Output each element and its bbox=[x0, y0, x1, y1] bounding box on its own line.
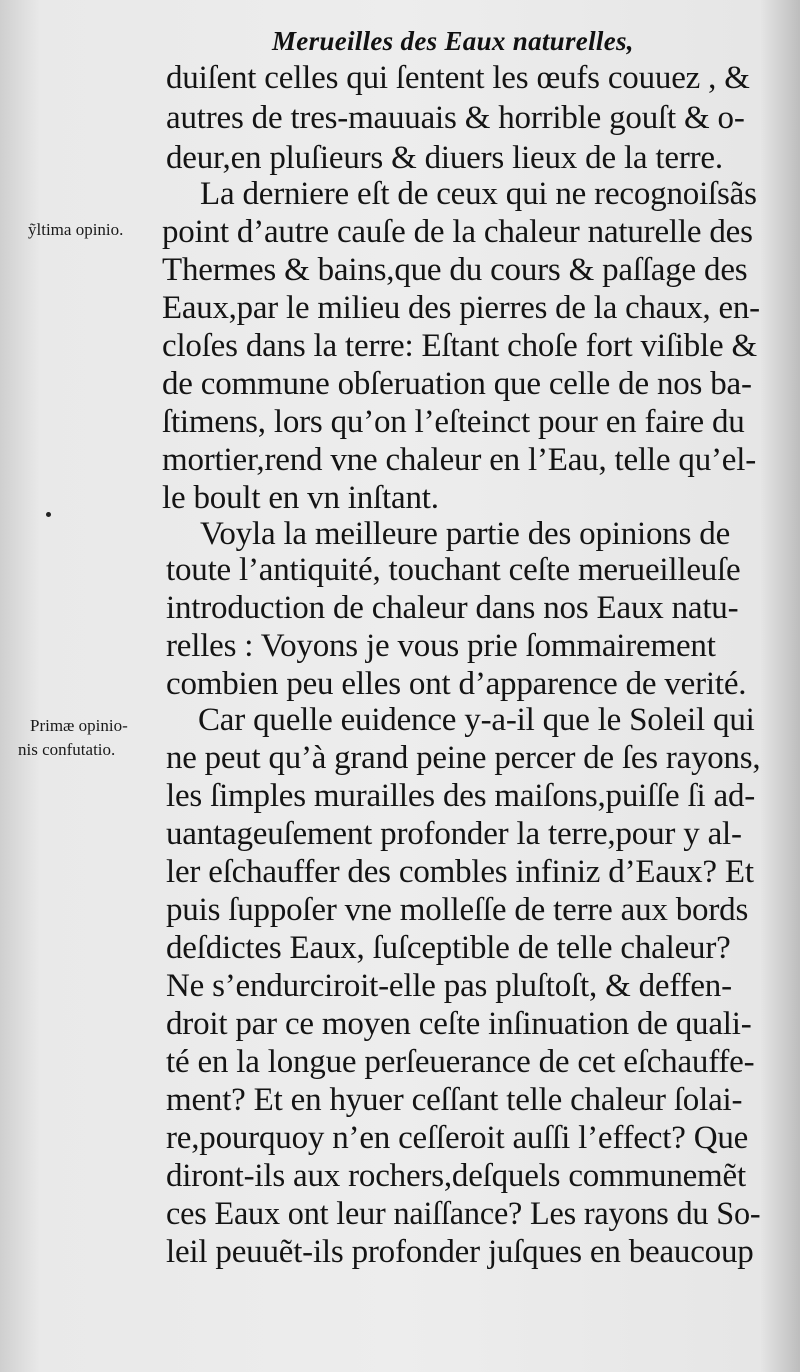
text-line: le boult en vn inſtant. bbox=[162, 480, 439, 516]
running-head: Merueilles des Eaux naturelles, bbox=[272, 26, 634, 56]
text-line: Voyla la meilleure partie des opinions de bbox=[200, 516, 731, 552]
ink-speck bbox=[46, 512, 51, 517]
text-line: droit par ce moyen ceſte inſinuation de quali- bbox=[166, 1006, 752, 1042]
text-line: cloſes dans la terre: Eſtant choſe fort viſible & bbox=[162, 328, 757, 364]
text-line: uantageuſement profonder la terre,pour y al- bbox=[166, 816, 742, 852]
text-line: Thermes & bains,que du cours & paſſage des bbox=[162, 252, 748, 288]
text-line: introduction de chaleur dans nos Eaux natu- bbox=[166, 590, 739, 626]
text-line: autres de tres-mauuais & horrible gouſt & o- bbox=[166, 100, 745, 136]
text-line: les ſimples murailles des maiſons,puiſſe ſi ad- bbox=[166, 778, 756, 814]
text-line: Ne s’endurciroit-elle pas pluſtoſt, & deffen- bbox=[166, 968, 732, 1004]
text-line: de commune obſeruation que celle de nos ba- bbox=[162, 366, 752, 402]
margin-note-ultima: ỹltima opinio. bbox=[28, 220, 124, 239]
text-line: Eaux,par le milieu des pierres de la chaux, en- bbox=[162, 290, 760, 326]
text-line: re,pourquoy n’en ceſſeroit auſſi l’effect? Que bbox=[166, 1120, 749, 1156]
text-line: puis ſuppoſer vne molleſſe de terre aux bords bbox=[166, 892, 749, 928]
margin-note-confutatio: nis confutatio. bbox=[18, 740, 116, 759]
text-line: deur,en pluſieurs & diuers lieux de la terre. bbox=[166, 140, 723, 176]
text-line: relles : Voyons je vous prie ſommairement bbox=[166, 628, 716, 664]
text-line: diront-ils aux rochers,deſquels communemẽt bbox=[166, 1158, 746, 1194]
text-line: ne peut qu’à grand peine percer de ſes rayons, bbox=[166, 740, 761, 776]
text-line: leil peuuẽt-ils profonder juſques en beaucoup bbox=[166, 1234, 754, 1270]
text-line: La derniere eſt de ceux qui ne recognoiſsãs bbox=[200, 176, 757, 212]
text-line: té en la longue perſeuerance de cet eſchauffe- bbox=[166, 1044, 755, 1080]
text-line: ſtimens, lors qu’on l’eſteinct pour en faire du bbox=[162, 404, 745, 440]
text-line: ler eſchauffer des combles infiniz d’Eaux? Et bbox=[166, 854, 754, 890]
text-line: combien peu elles ont d’apparence de verité. bbox=[166, 666, 747, 702]
text-line: ment? Et en hyuer ceſſant telle chaleur ſolai- bbox=[166, 1082, 743, 1118]
margin-note-primae: Primæ opinio- bbox=[30, 716, 128, 735]
text-line: duiſent celles qui ſentent les œufs couuez , & bbox=[166, 60, 750, 96]
text-line: ces Eaux ont leur naiſſance? Les rayons du So- bbox=[166, 1196, 761, 1232]
text-line: toute l’antiquité, touchant ceſte merueilleuſe bbox=[166, 552, 741, 588]
text-line: point d’autre cauſe de la chaleur naturelle des bbox=[162, 214, 753, 250]
text-line: mortier,rend vne chaleur en l’Eau, telle qu’el- bbox=[162, 442, 756, 478]
text-line: deſdictes Eaux, ſuſceptible de telle chaleur? bbox=[166, 930, 731, 966]
text-line: Car quelle euidence y-a-il que le Soleil qui bbox=[198, 702, 755, 738]
